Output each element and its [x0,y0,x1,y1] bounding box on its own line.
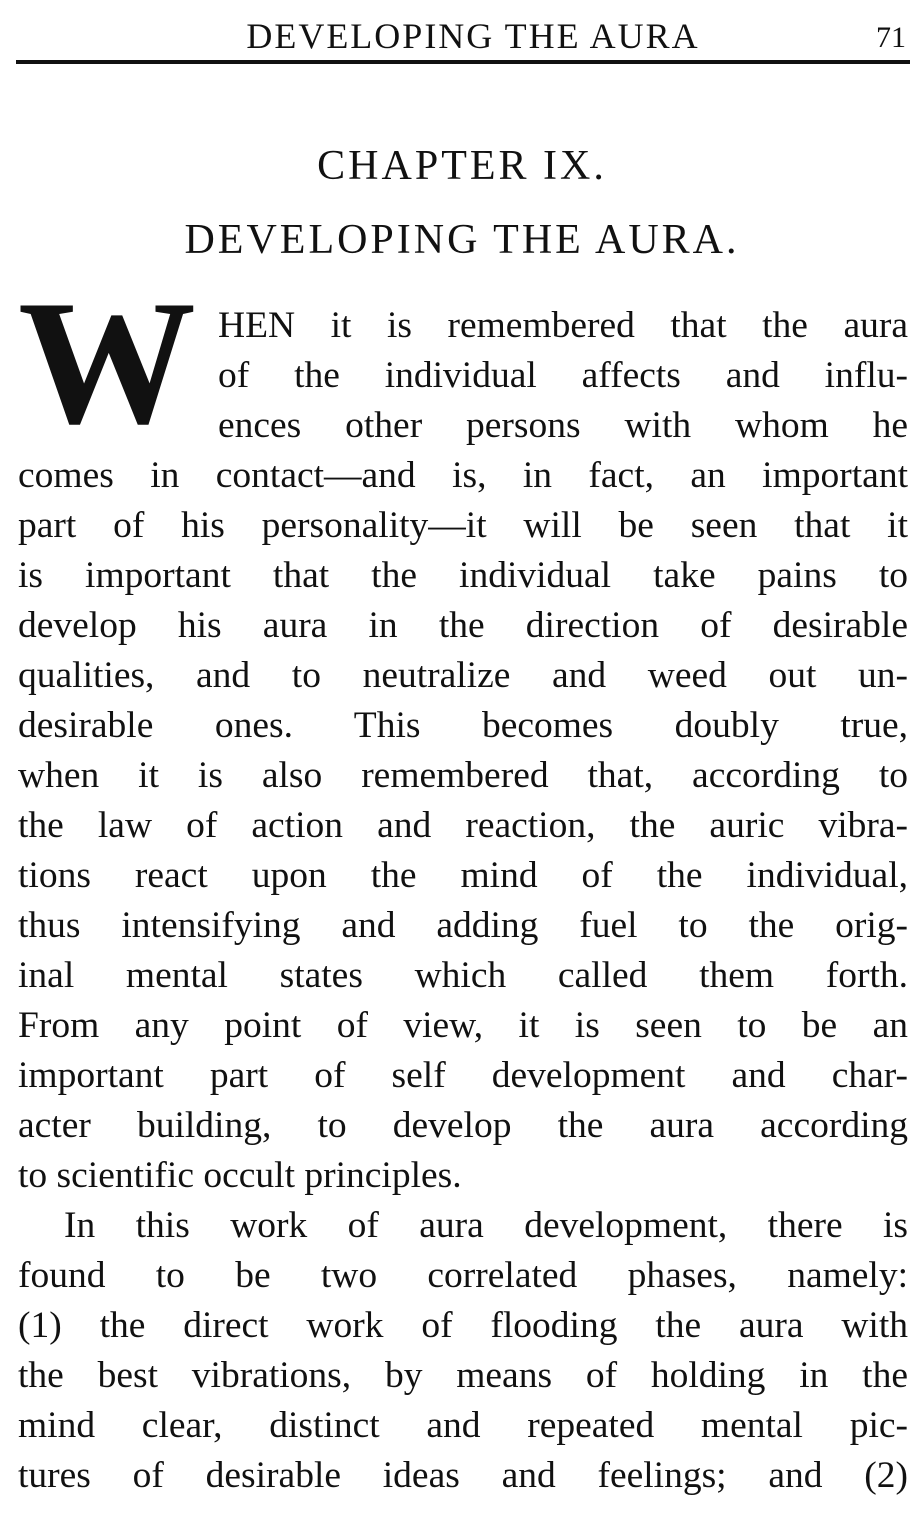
text-line: inal mental states which called them forth. [18,955,908,996]
text-line: the best vibrations, by means of holding in the [18,1355,908,1396]
text-line: of the individual affects and influ- [218,355,908,396]
text-line: develop his aura in the direction of desirable [18,605,908,646]
text-line: ences other persons with whom he [218,405,908,446]
text-line: desirable ones. This becomes doubly true, [18,705,908,746]
text-line: the law of action and reaction, the auric vibra- [18,805,908,846]
text-line: tions react upon the mind of the individual, [18,855,908,896]
page-number: 71 [876,21,906,54]
text-line: when it is also remembered that, according to [18,755,908,796]
text-line: to scientific occult principles. [18,1155,462,1196]
text-line: (1) the direct work of flooding the aura with [18,1305,908,1346]
text-line: HEN it is remembered that the aura [218,305,908,346]
text-line: acter building, to develop the aura according [18,1105,908,1146]
drop-cap: W [18,263,196,461]
chapter-title: DEVELOPING THE AURA. [184,217,740,263]
text-line: important part of self development and char- [18,1055,908,1096]
text-line: comes in contact—and is, in fact, an important [18,455,908,496]
chapter-number: CHAPTER IX. [317,143,607,189]
text-line: qualities, and to neutralize and weed out un- [18,655,908,696]
text-line: In this work of aura development, there is [64,1205,908,1246]
text-line: part of his personality—it will be seen that it [18,505,908,546]
running-head [16,8,910,54]
text-line: From any point of view, it is seen to be an [18,1005,908,1046]
text-line: is important that the individual take pains to [18,555,908,596]
text-line: found to be two correlated phases, namely: [18,1255,908,1296]
header-rule [16,60,910,64]
text-line: mind clear, distinct and repeated mental pic- [18,1405,908,1446]
running-head-title: DEVELOPING THE AURA [246,16,700,56]
text-line: tures of desirable ideas and feelings; and (2) [18,1455,908,1496]
text-line: thus intensifying and adding fuel to the orig- [18,905,908,946]
